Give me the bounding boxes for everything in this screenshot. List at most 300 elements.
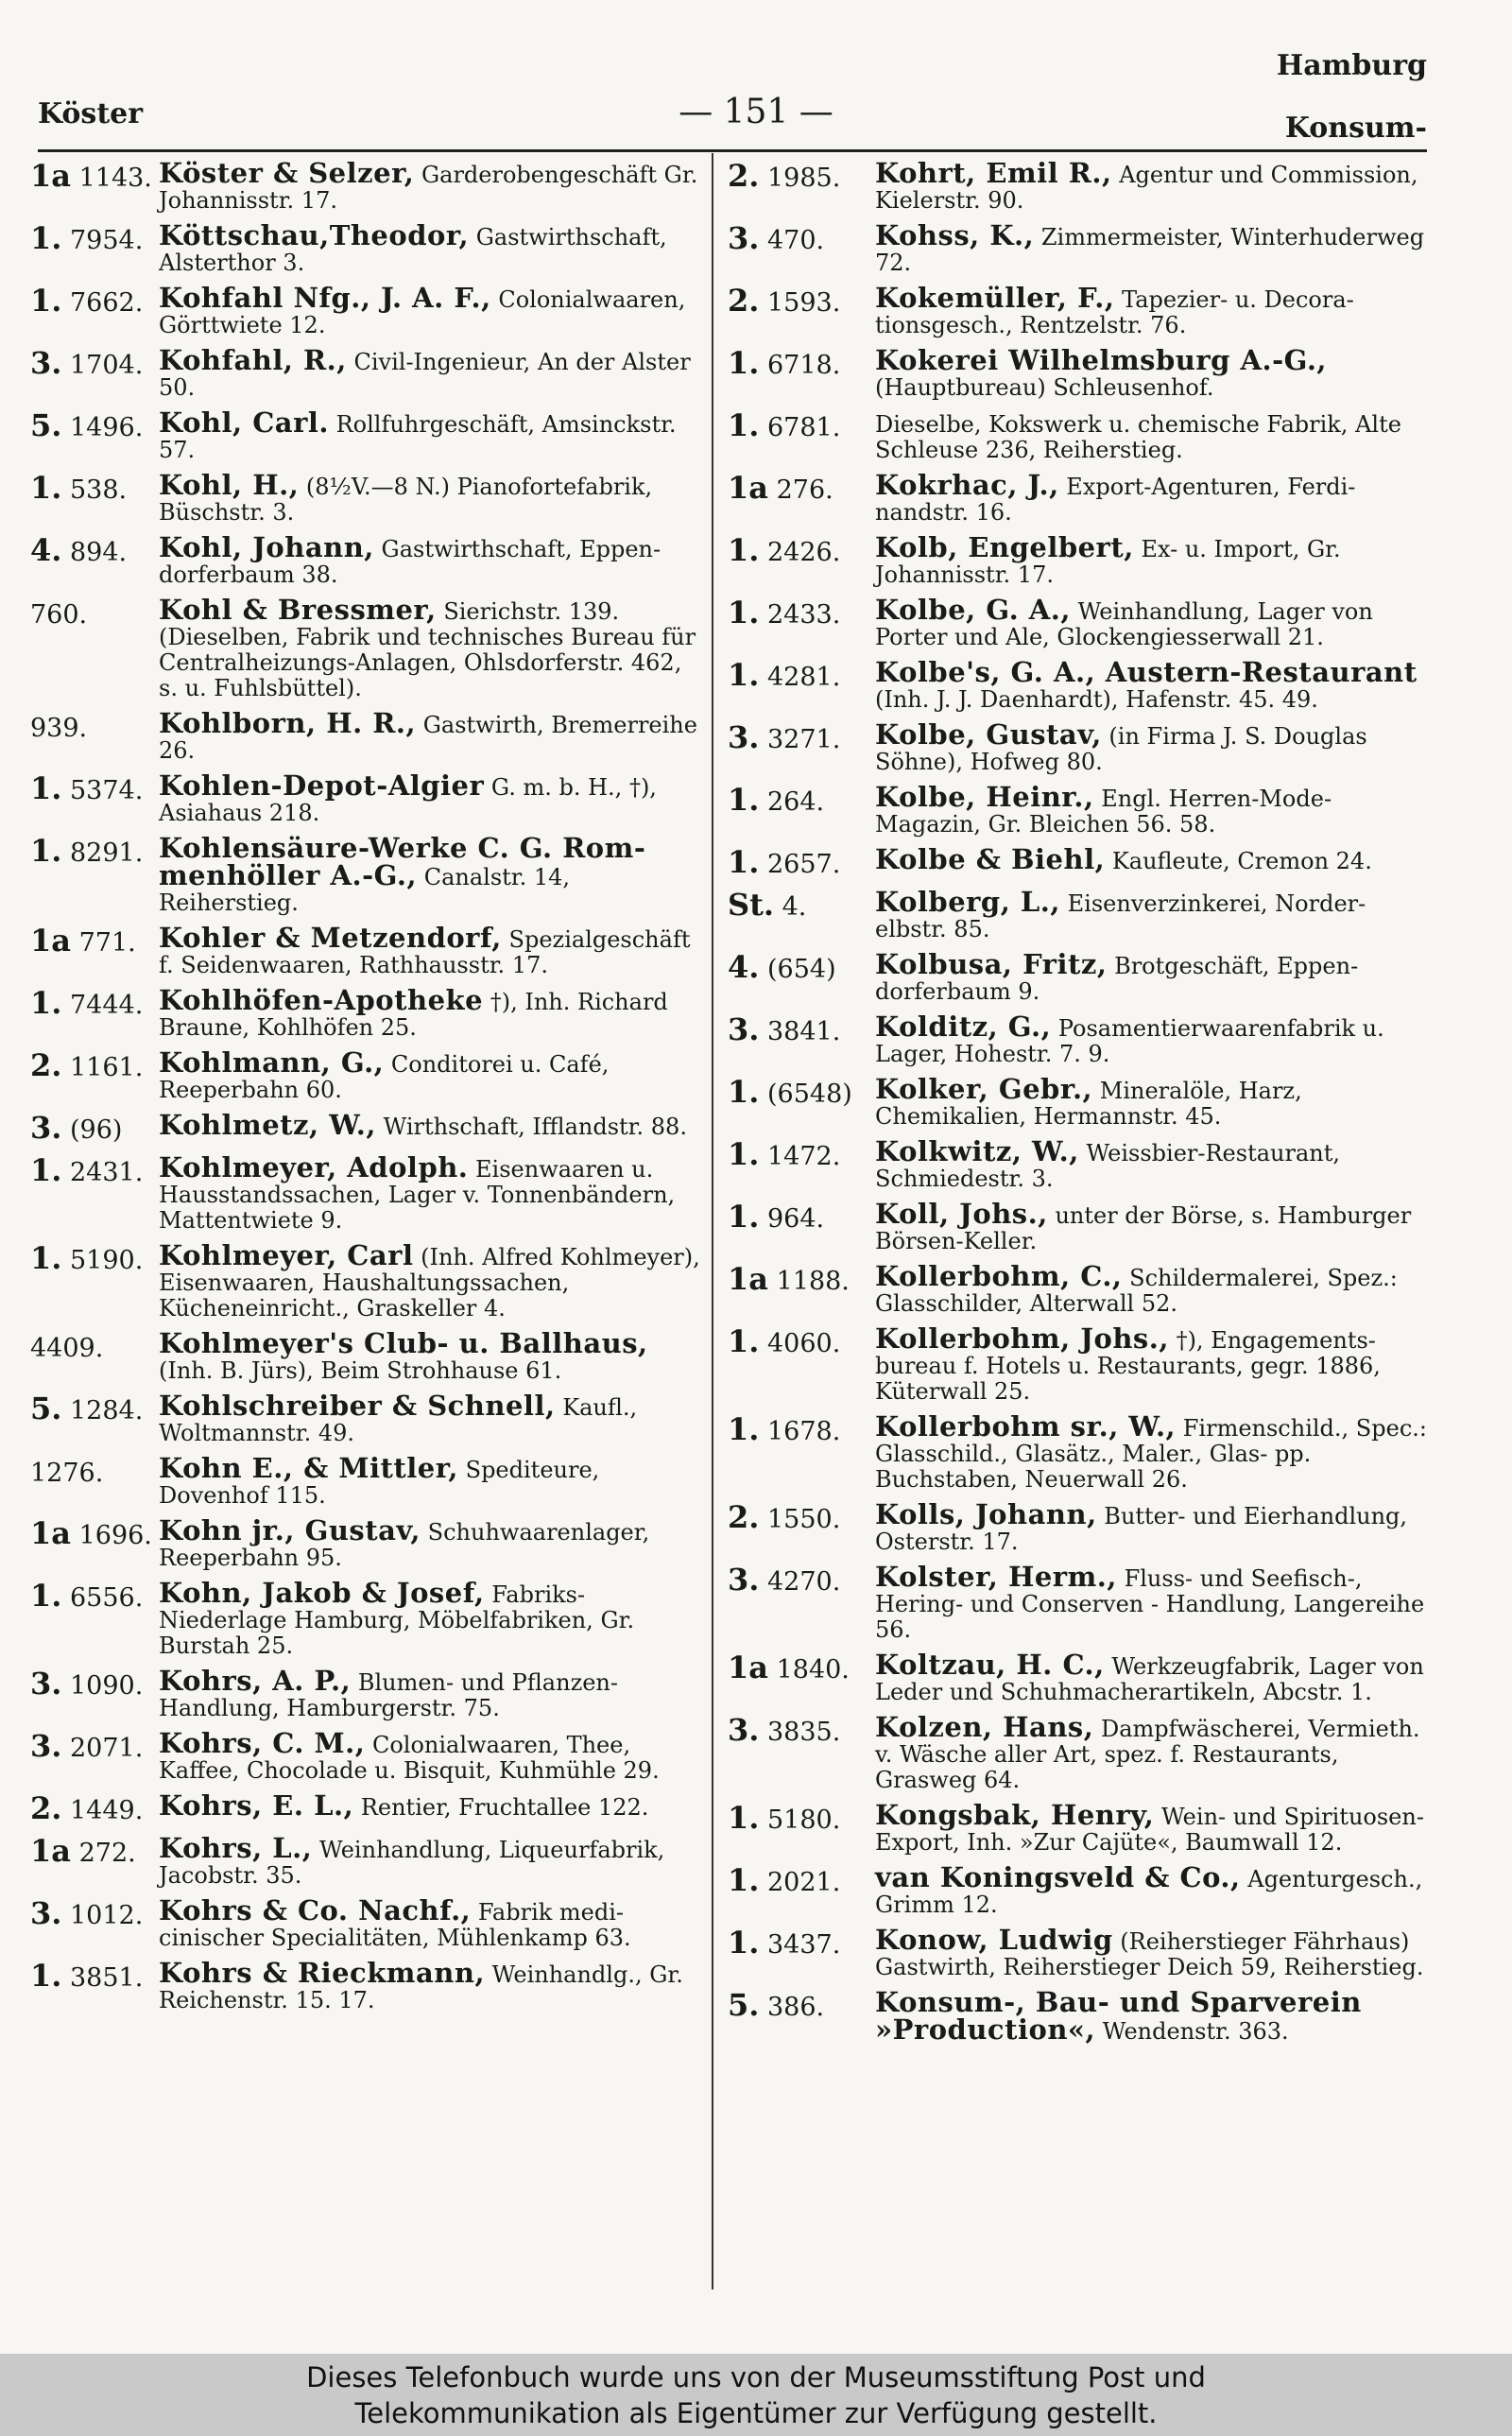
directory-entry [728,781,1427,838]
exchange-code: 1a [30,1833,71,1869]
subscriber-name: Kolls, Johann, [875,1498,1097,1530]
subscriber-name: Kohn jr., Gustav, [159,1514,421,1546]
subscriber-name: Kohrt, Emil R., [875,157,1112,189]
directory-entry [728,1561,1427,1643]
entry-text [151,406,701,463]
exchange-and-number [728,1499,868,1535]
exchange-and-number [30,407,151,443]
subscriber-name: Konsum-, Bau- und Sparverein »Production«, [875,1986,1362,2046]
subscriber-details: Wirthschaft, Ifflandstr. 88. [375,1114,687,1140]
exchange-code: 3. [728,1712,760,1748]
exchange-code: 3. [30,1666,62,1702]
entry-text [868,843,1427,875]
directory-entry [30,1046,701,1103]
entry-text [868,410,1427,463]
entry-text [151,282,701,338]
phone-number: 5190. [70,1246,144,1275]
subscriber-name: Kolkwitz, W., [875,1135,1079,1167]
exchange-and-number [728,407,868,443]
phone-number: 1161. [70,1053,144,1082]
header-first-entry: Köster [38,97,144,130]
directory-entry [30,1665,701,1721]
subscriber-details: Colonialwaaren, Görttwiete 12. [159,286,686,338]
exchange-and-number [30,925,151,959]
entry-text [868,781,1427,838]
exchange-and-number [30,1895,151,1931]
right-column [728,157,1427,2316]
subscriber-name: Kohn, Jakob & Josef, [159,1577,485,1609]
phone-number: 1012. [70,1901,144,1930]
exchange-code: 3. [728,719,760,755]
exchange-and-number [30,1515,152,1551]
directory-entry [30,1151,701,1234]
subscriber-name: Kolster, Herm., [875,1561,1117,1593]
exchange-and-number [30,770,151,806]
exchange-and-number [30,285,151,319]
entry-text [868,656,1427,713]
exchange-and-number [728,1862,868,1898]
subscriber-details: Spezialgeschäft f. Seidenwaaren, Rathhausstr. 17. [159,926,691,978]
subscriber-details: Sierichstr. 139. (Dieselben, Fabrik und technisches Bureau für Centralheizungs-Anlagen, Ohlsdorferstr. 462, s. u. Fuhlsbüttel). [159,598,696,701]
exchange-code: 3. [728,1011,760,1047]
subscriber-details: Fluss- und Seefisch-, Hering- und Conserven - Handlung, Langereihe 56. [875,1565,1425,1643]
subscriber-name: Kohlschreiber & Schnell, [159,1390,556,1422]
directory-entry [728,1861,1427,1918]
directory-entry [30,1894,701,1951]
entry-text [151,922,701,978]
header-city: Hamburg [1276,49,1427,82]
phone-number: 1840. [776,1655,850,1684]
subscriber-name: Konow, Ludwig [875,1924,1113,1956]
entry-text [868,1861,1427,1918]
exchange-and-number [30,833,151,869]
exchange-code: 2. [728,158,760,194]
phone-number: 1284. [70,1396,144,1425]
phone-number: 7444. [70,991,144,1020]
phone-number: 1550. [767,1505,841,1534]
subscriber-name: Kohlmann, G., [159,1046,385,1079]
exchange-code: 1. [30,1240,62,1276]
directory-entry [728,1073,1427,1130]
directory-entry [728,531,1427,588]
exchange-code: 1a [728,470,768,506]
subscriber-details: Civil-Ingenieur, An der Alster 50. [159,349,691,401]
header-rule [38,149,1427,152]
directory-entry [30,406,701,463]
phone-number: 6556. [70,1583,144,1613]
entry-text [151,1665,701,1721]
exchange-and-number [30,1110,151,1146]
subscriber-details: Engl. Herren-ModeMagazin, Gr. Bleichen 56. 58. [875,786,1332,838]
subscriber-name: Kohlmeyer's Club- u. Ballhaus, [159,1327,648,1359]
exchange-and-number [728,285,868,319]
phone-number: 4270. [767,1567,841,1597]
directory-entry [728,656,1427,713]
exchange-code: 5. [30,407,62,443]
phone-number: 276. [776,475,833,505]
subscriber-details: Gastwirth, Bremerreihe 26. [159,712,697,764]
subscriber-details: Wein- und Spirituosen-Export, Inh. »Zur Cajüte«, Baumwall 12. [875,1804,1424,1856]
subscriber-name: Kohrs, L., [159,1832,313,1864]
exchange-and-number [30,1456,151,1489]
directory-entry [728,1322,1427,1405]
subscriber-name: Kolbusa, Fritz, [875,948,1108,980]
exchange-code: 1. [728,1136,760,1172]
entry-text [151,157,701,214]
phone-number: 1985. [767,164,841,193]
subscriber-name: Kolb, Engelbert, [875,531,1134,563]
subscriber-details: G. m. b. H., †), Asiahaus 218. [159,774,657,826]
subscriber-details: Garderobengeschäft Gr. Johannisstr. 17. [159,162,698,214]
page-number: — 151 — [679,93,833,131]
exchange-and-number [728,1800,868,1836]
subscriber-details: †), Inh. Richard Braune, Kohlhöfen 25. [159,989,668,1041]
phone-number: 5374. [70,776,144,805]
phone-number: (6548) [767,1080,852,1109]
subscriber-name: Kohrs & Rieckmann, [159,1957,486,1989]
directory-entry [728,1011,1427,1067]
phone-number: (654) [767,955,836,984]
directory-entry [728,1498,1427,1555]
phone-number: 1696. [78,1521,152,1550]
directory-entry [728,1649,1427,1705]
subscriber-details: Dampfwäscherei, Vermieth. v. Wäsche aller Art, spez. f. Restaurants, Grasweg 64. [875,1716,1420,1793]
directory-entry [728,718,1427,775]
directory-entry [728,469,1427,526]
subscriber-details: Eisenwaaren u. Hausstandssachen, Lager v. Tonnenbändern, Mattentwiete 9. [159,1156,676,1234]
phone-number: 939. [30,714,88,743]
subscriber-details: Canalstr. 14, Reiherstieg. [159,864,571,916]
phone-number: 6718. [767,351,841,380]
subscriber-details: Dieselbe, Kokswerk u. chemische Fabrik, Alte Schleuse 236, Reiherstieg. [875,411,1401,463]
column-divider [712,153,713,2289]
exchange-code: 3. [728,220,760,256]
exchange-code: 1. [30,833,62,869]
subscriber-name: Kohrs & Co. Nachf., [159,1894,472,1926]
exchange-and-number [728,532,868,568]
exchange-code: 1. [728,532,760,568]
directory-entry [728,344,1427,401]
phone-number: 6781. [767,413,841,442]
entry-text [151,594,701,701]
exchange-code: 1. [30,470,62,506]
directory-entry [30,594,701,701]
directory-entry [30,1514,701,1571]
directory-entry [728,594,1427,650]
subscriber-name: Kolbe, Gustav, [875,718,1102,751]
exchange-and-number [30,532,151,568]
subscriber-details: Agentur und Commission, Kielerstr. 90. [875,162,1418,214]
exchange-and-number [728,1201,868,1235]
exchange-code: 1a [30,923,71,959]
exchange-code: 5. [30,1391,62,1426]
entry-text [868,1649,1427,1705]
phone-number: 4281. [767,663,841,692]
entry-text [151,1577,701,1659]
exchange-and-number [728,345,868,381]
directory-entry [30,1109,701,1146]
entry-text [868,1498,1427,1555]
subscriber-details: (Inh. J. J. Daenhardt), Hafenstr. 45. 49. [875,686,1318,713]
directory-entry [30,1727,701,1784]
phone-number: 1188. [776,1267,850,1296]
subscriber-name: Kolbe & Biehl, [875,843,1106,875]
phone-number: 5180. [767,1805,841,1835]
exchange-and-number [30,220,151,256]
directory-entry [30,157,701,214]
phone-number: 2021. [767,1868,841,1897]
exchange-code: 5. [728,1987,760,2023]
subscriber-details: Fabrik medicinischer Specialitäten, Mühlenkamp 63. [159,1899,631,1951]
directory-entry [728,1260,1427,1317]
phone-number: 1678. [767,1417,841,1446]
directory-entry [30,922,701,978]
header-last-entry: Konsum- [1284,112,1427,145]
entry-text [868,1260,1427,1317]
subscriber-name: Kohlmetz, W., [159,1109,376,1141]
exchange-and-number [728,844,868,880]
entry-text [151,1239,701,1322]
exchange-and-number [30,711,151,744]
subscriber-details: Weinhandlung, Lager von Porter und Ale, Glockengiesserwall 21. [875,598,1373,650]
exchange-and-number [30,1833,151,1869]
exchange-code: 2. [30,1790,62,1826]
entry-text [868,1986,1427,2046]
directory-entry [728,1198,1427,1254]
exchange-code: 1. [728,1800,760,1836]
directory-entry [30,531,701,588]
subscriber-details: Rentier, Fruchtallee 122. [353,1794,649,1821]
entry-text [868,1410,1427,1493]
exchange-code: 1. [728,844,760,880]
exchange-code: 1. [728,595,760,631]
directory-entry [30,1577,701,1659]
entry-text [868,594,1427,650]
subscriber-name: Kohlmeyer, Carl [159,1239,414,1271]
subscriber-details: (Inh. B. Jürs), Beim Strohhause 61. [159,1357,562,1384]
subscriber-name: Kokerei Wilhelmsburg A.-G., [875,344,1328,376]
entry-text [868,1924,1427,1980]
entry-text [151,531,701,588]
exchange-code: 1. [30,1152,62,1188]
subscriber-details: (Reiherstieger Fährhaus) Gastwirth, Reiherstieger Deich 59, Reiherstieg. [875,1928,1424,1980]
exchange-and-number [30,1728,151,1764]
entry-text [868,718,1427,775]
entry-text [151,469,701,526]
exchange-code: 4. [30,532,62,568]
exchange-and-number [728,1564,868,1598]
subscriber-name: Kohlborn, H. R., [159,707,417,739]
exchange-code: 1. [728,1199,760,1235]
phone-number: 538. [70,475,128,505]
directory-entry [728,886,1427,942]
exchange-and-number [728,1074,868,1110]
subscriber-details: unter der Börse, s. Hamburger Börsen-Keller. [875,1202,1412,1254]
phone-number: 771. [78,928,136,958]
entry-text [151,1727,701,1784]
exchange-and-number [30,1393,151,1426]
subscriber-details: Butter- und Eierhandlung, Osterstr. 17. [875,1503,1408,1555]
entry-text [868,1135,1427,1192]
exchange-and-number [30,1958,151,1994]
exchange-code: 3. [30,1728,62,1764]
subscriber-name: Kohrs, A. P., [159,1665,352,1697]
exchange-code: 2. [30,1047,62,1083]
phone-number: 1704. [70,351,144,380]
subscriber-details: Werkzeugfabrik, Lager von Leder und Schuhmacherartikeln, Abcstr. 1. [875,1653,1424,1705]
phone-number: 964. [767,1204,825,1234]
subscriber-name: Kolditz, G., [875,1011,1052,1043]
directory-entry [30,1239,701,1322]
directory-entry [728,1799,1427,1856]
subscriber-details: Conditorei u. Café, Reeperbahn 60. [159,1051,610,1103]
exchange-and-number [30,1790,151,1826]
exchange-code: 1a [728,1650,768,1685]
subscriber-name: Kolbe, Heinr., [875,781,1094,813]
subscriber-details: Export-Agenturen, Ferdinandstr. 16. [875,474,1356,526]
directory-entry [30,1789,701,1826]
exchange-code: 1a [728,1261,768,1297]
subscriber-details: Gastwirthschaft, Alsterthor 3. [159,224,667,276]
directory-entry [30,984,701,1041]
subscriber-details: Posamentierwaarenfabrik u. Lager, Hohestr. 7. 9. [875,1015,1384,1067]
directory-entry [728,407,1427,463]
subscriber-details: (in Firma J. S. Douglas Söhne), Hofweg 80. [875,723,1367,775]
directory-entry [728,157,1427,214]
subscriber-name: Kohfahl, R., [159,344,347,376]
phone-number: 2071. [70,1734,144,1763]
subscriber-details: Schuhwaarenlager, Reeperbahn 95. [159,1519,650,1571]
exchange-and-number [728,657,868,693]
entry-text [151,832,701,916]
entry-text [151,707,701,764]
exchange-code: 1. [728,1862,760,1898]
exchange-and-number [30,1668,151,1702]
subscriber-details: Agenturgesch., Grimm 12. [875,1866,1423,1918]
directory-entry [30,1390,701,1446]
directory-entry [30,1957,701,2013]
directory-entry [728,1135,1427,1192]
exchange-code: 1a [30,1515,71,1551]
exchange-and-number [728,220,868,256]
exchange-and-number [728,1652,868,1685]
exchange-and-number [30,1578,151,1614]
subscriber-name: Kokemüller, F., [875,282,1115,314]
subscriber-name: Kohss, K., [875,219,1035,251]
directory-entry [728,1986,1427,2046]
subscriber-details: Blumen- und PflanzenHandlung, Hamburgerstr. 75. [159,1669,618,1721]
phone-number: 1472. [767,1142,841,1171]
subscriber-name: Kolberg, L., [875,886,1060,918]
exchange-code: 1. [728,345,760,381]
directory-entry [30,1452,701,1509]
subscriber-details: Weissbier-Restaurant, Schmiedestr. 3. [875,1140,1340,1192]
phone-number: 894. [70,538,128,567]
directory-entry [30,282,701,338]
subscriber-name: Kohlhöfen-Apotheke [159,984,484,1016]
left-column [30,157,701,2316]
entry-text [151,1514,701,1571]
entry-text [151,344,701,401]
exchange-and-number [30,470,151,506]
subscriber-details: (Inh. Alfred Kohlmeyer), Eisenwaaren, Haushaltungssachen, Kücheneinricht., Graskeller 4. [159,1244,700,1322]
exchange-code: 1. [728,782,760,818]
directory-entry [728,1924,1427,1980]
subscriber-details: †), Engagementsbureau f. Hotels u. Restaurants, gegr. 1886, Küterwall 25. [875,1327,1381,1405]
phone-number: 3835. [767,1718,841,1747]
exchange-and-number [728,949,868,985]
footer-line-2: Telekommunikation als Eigentümer zur Verfügung gestellt. [354,2397,1158,2429]
exchange-code: 1a [30,158,71,194]
entry-text [151,1327,701,1384]
entry-text [151,1832,701,1889]
entry-text [868,1799,1427,1856]
exchange-code: 1. [30,283,62,319]
exchange-and-number [30,985,151,1021]
subscriber-name: Köttschau,Theodor, [159,219,470,251]
exchange-code: 1. [30,1958,62,1994]
subscriber-details: Ex- u. Import, Gr. Johannisstr. 17. [875,536,1341,588]
subscriber-details: Schildermalerei, Spez.: Glasschilder, Alterwall 52. [875,1265,1398,1317]
subscriber-name: Kollerbohm sr., W., [875,1410,1177,1443]
subscriber-name: Kohlen-Depot-Algier [159,769,485,802]
directory-entry [728,843,1427,880]
phone-number: 7954. [70,226,144,255]
subscriber-name: Kohlensäure-Werke C. G. Rommenhöller A.-G., [159,832,645,891]
subscriber-name: Kohl, H., [159,469,300,501]
phone-number: 264. [767,787,825,817]
exchange-code: St. [728,887,775,923]
subscriber-name: Kolbe, G. A., [875,594,1071,626]
subscriber-name: Kohl, Carl. [159,406,329,439]
directory-entry [728,1410,1427,1493]
directory-entry [30,832,701,916]
phone-number: 4. [782,892,807,922]
footer-notice [0,2354,1512,2436]
entry-text [151,769,701,826]
phone-number: 3841. [767,1017,841,1046]
phone-number: 1276. [30,1459,104,1488]
phone-number: 2426. [767,538,841,567]
exchange-code: 3. [30,345,62,381]
exchange-and-number [728,719,868,755]
subscriber-details: (8½V.—8 N.) Pianofortefabrik, Büschstr. 3. [159,474,653,526]
subscriber-name: Kohlmeyer, Adolph. [159,1151,469,1183]
phone-number: 1090. [70,1671,144,1701]
phone-number: 2433. [767,600,841,630]
exchange-code: 1. [30,770,62,806]
exchange-and-number [728,1411,868,1447]
subscriber-name: Kohrs, E. L., [159,1789,354,1822]
exchange-and-number [728,158,868,194]
phone-number: 2657. [767,850,841,879]
entry-text [868,886,1427,942]
entry-text [151,1894,701,1951]
exchange-code: 3. [30,1895,62,1931]
subscriber-name: Koltzau, H. C., [875,1649,1105,1681]
exchange-code: 1. [728,1074,760,1110]
phone-number: 3851. [70,1963,144,1993]
subscriber-details: Wendenstr. 363. [1095,2018,1289,2045]
exchange-code: 1. [728,1323,760,1359]
entry-text [868,948,1427,1005]
subscriber-details: Gastwirthschaft, Eppendorferbaum 38. [159,536,662,588]
subscriber-details: Rollfuhrgeschäft, Amsinckstr. 57. [159,411,677,463]
entry-text [868,219,1427,276]
directory-entry [30,219,701,276]
directory-entry [728,282,1427,338]
entry-text [868,1011,1427,1067]
